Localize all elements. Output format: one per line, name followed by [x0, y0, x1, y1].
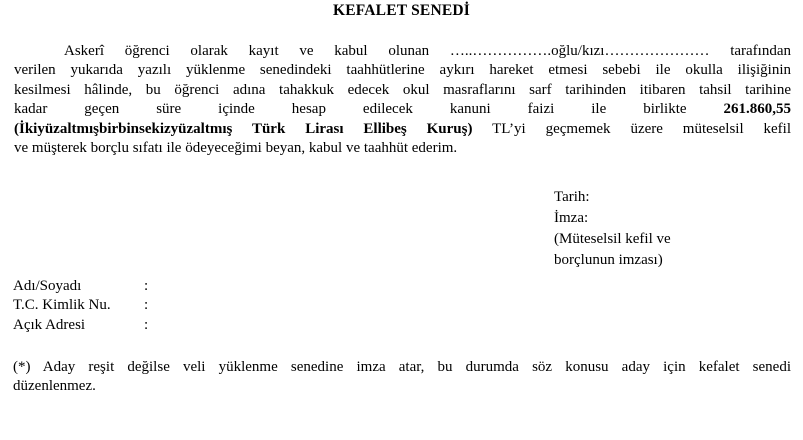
footnote-line-1: (*) Aday reşit değilse veli yüklenme senedine imza atar, bu durumda söz konusu aday için kefalet senedi	[13, 359, 791, 375]
paragraph-line-1-text: Askerî öğrenci olarak kayıt ve kabul olunan …..…………….oğlu/kızı………………… tarafından	[64, 43, 791, 59]
field-colon: :	[144, 297, 149, 314]
field-colon: :	[144, 278, 149, 294]
amount-value: 261.860,55	[723, 101, 791, 118]
field-address	[13, 316, 154, 335]
paragraph-line-4-text: kadar geçen süre içinde hesap edilecek kanuni faizi ile birlikte	[14, 101, 687, 118]
paragraph-line-1	[14, 42, 791, 61]
paragraph-line-6: ve müşterek borçlu sıfatı ile ödeyeceğimi beyan, kabul ve taahhüt ederim.	[14, 140, 458, 157]
signature-note-line-1: (Müteselsil kefil ve	[554, 231, 671, 247]
paragraph-line-2: verilen yukarıda yazılı yüklenme senedindeki taahhütlerine aykırı hareket etmesi sebebi ile okulla ilişiğinin	[14, 62, 791, 79]
paragraph-line-5	[14, 120, 791, 139]
date-label: Tarih:	[554, 189, 590, 205]
paragraph-line-5-text: TL’yi geçmemek üzere müteselsil kefil	[472, 120, 791, 137]
document-title: KEFALET SENEDİ	[332, 2, 471, 19]
paragraph-line-3: kesilmesi hâlinde, bu öğrenci adına tahakkuk edecek okul masraflarını sarf tarihinden itibaren tahsil tarihine	[14, 81, 791, 98]
field-label-id-number: T.C. Kimlik Nu.	[13, 297, 111, 314]
footnote	[13, 358, 791, 397]
field-label-address: Açık Adresi	[13, 316, 86, 333]
footnote-line-2: düzenlenmez.	[13, 378, 96, 395]
signature-note-line-2: borçlunun imzası)	[554, 252, 663, 268]
field-id-number	[13, 296, 154, 315]
field-name	[13, 277, 154, 296]
signature-label: İmza:	[554, 210, 589, 226]
guarantee-paragraph	[14, 42, 791, 158]
paragraph-line-4	[14, 100, 791, 119]
guarantor-info-fields	[13, 277, 154, 335]
field-label-name: Adı/Soyadı	[13, 278, 82, 294]
field-colon: :	[144, 316, 149, 333]
signature-block	[554, 187, 671, 271]
amount-in-words: (İkiyüzaltmışbirbinsekizyüzaltmış Türk Lirası Ellibeş Kuruş)	[14, 120, 473, 137]
